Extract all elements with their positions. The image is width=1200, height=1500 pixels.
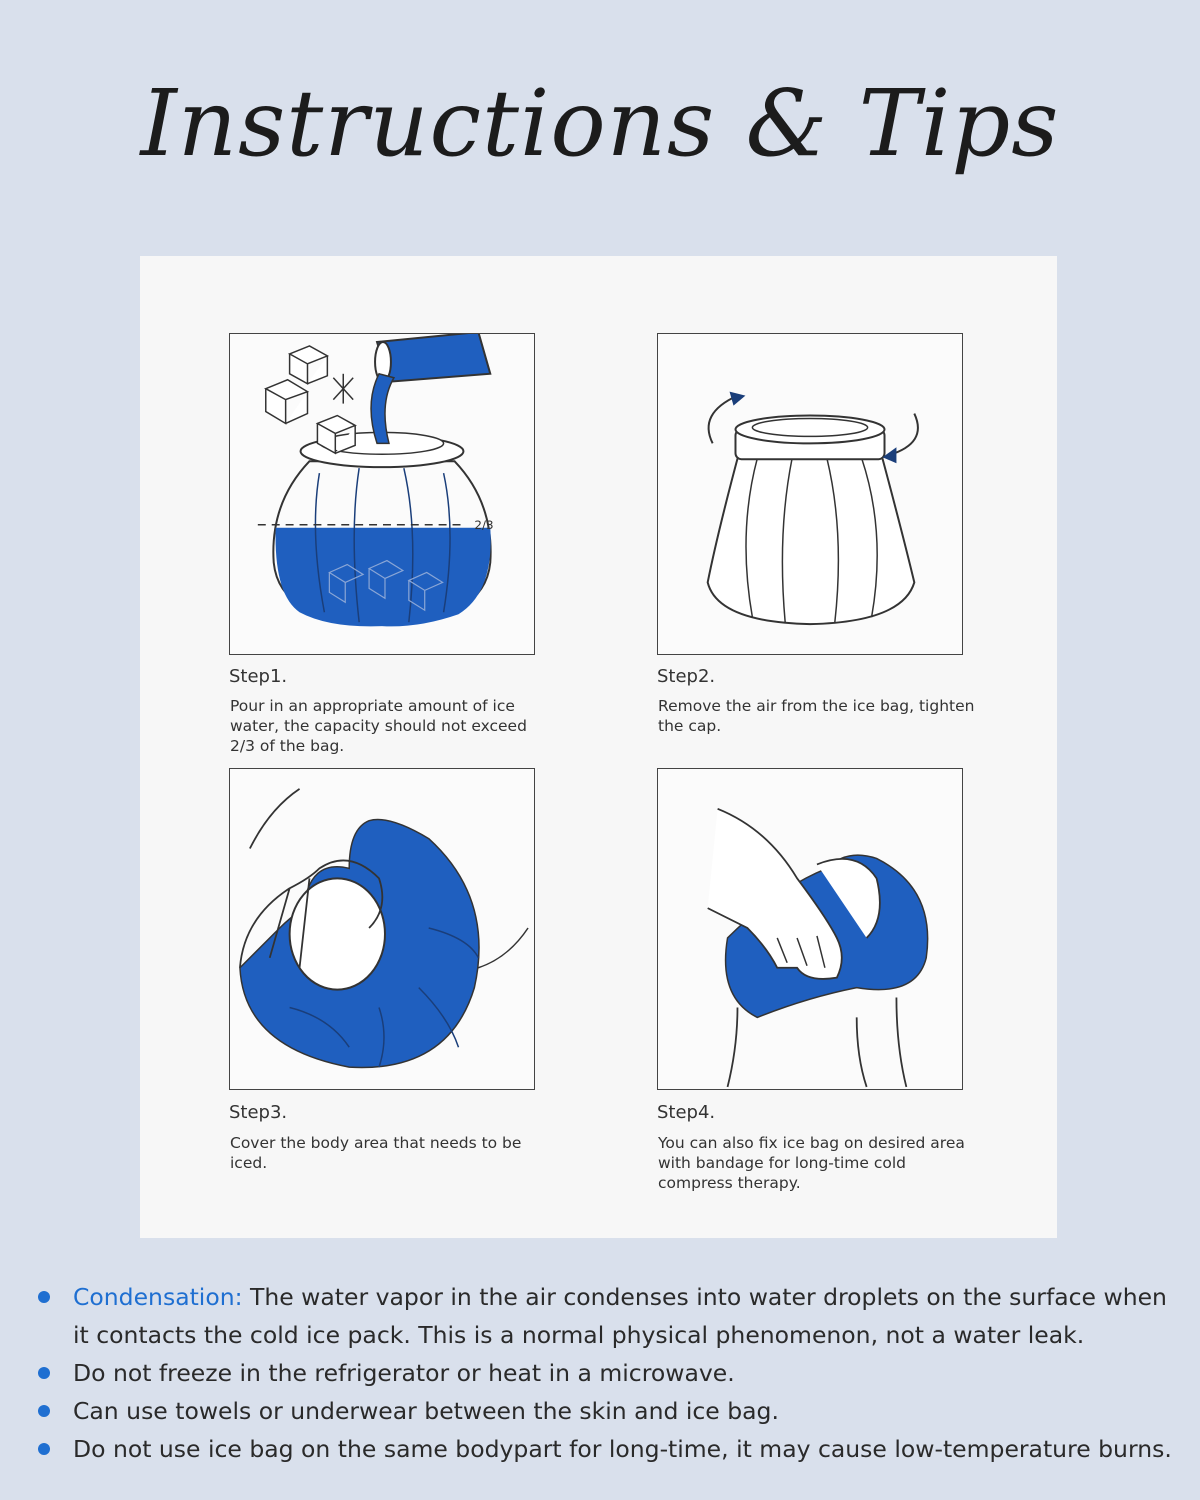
pour-ice-water-illustration bbox=[229, 333, 535, 655]
step-3-label: Step3. bbox=[229, 1102, 288, 1123]
tip-text: Do not freeze in the refrigerator or heat in a microwave. bbox=[73, 1359, 735, 1387]
bullet-icon bbox=[38, 1443, 50, 1455]
bullet-icon bbox=[38, 1291, 50, 1303]
fill-level-mark: 2/3 bbox=[474, 517, 494, 532]
tip-item bbox=[36, 1354, 1186, 1392]
step-1-label: Step1. bbox=[229, 666, 288, 687]
tips-list bbox=[36, 1278, 1186, 1468]
tip-item bbox=[36, 1278, 1186, 1354]
tip-text: The water vapor in the air condenses into water droplets on the surface when it contacts the cold ice pack. This is a normal physical phenomenon, not a water leak. bbox=[73, 1283, 1167, 1349]
tip-item bbox=[36, 1392, 1186, 1430]
step-3-description: Cover the body area that needs to be iced. bbox=[230, 1134, 522, 1172]
tip-text: Do not use ice bag on the same bodypart for long-time, it may cause low-temperature burns. bbox=[73, 1435, 1172, 1463]
step-4-description: You can also fix ice bag on desired area with bandage for long-time cold compress therapy. bbox=[658, 1134, 965, 1192]
step-2-description: Remove the air from the ice bag, tighten the cap. bbox=[658, 697, 975, 735]
tighten-cap-illustration bbox=[657, 333, 963, 655]
tip-text: Can use towels or underwear between the skin and ice bag. bbox=[73, 1397, 779, 1425]
tip-highlight: Condensation: bbox=[73, 1283, 243, 1311]
tip-item bbox=[36, 1430, 1186, 1468]
apply-ice-bag-illustration bbox=[229, 768, 535, 1090]
bullet-icon bbox=[38, 1405, 50, 1417]
step-1-description: Pour in an appropriate amount of ice water, the capacity should not exceed 2/3 of the bag. bbox=[230, 697, 527, 755]
bullet-icon bbox=[38, 1367, 50, 1379]
instructions-panel bbox=[140, 256, 1057, 1238]
knee-ice-bag-illustration bbox=[657, 768, 963, 1090]
step-2-label: Step2. bbox=[657, 666, 716, 687]
page-title: Instructions & Tips bbox=[140, 70, 1060, 177]
step-4-label: Step4. bbox=[657, 1102, 716, 1123]
